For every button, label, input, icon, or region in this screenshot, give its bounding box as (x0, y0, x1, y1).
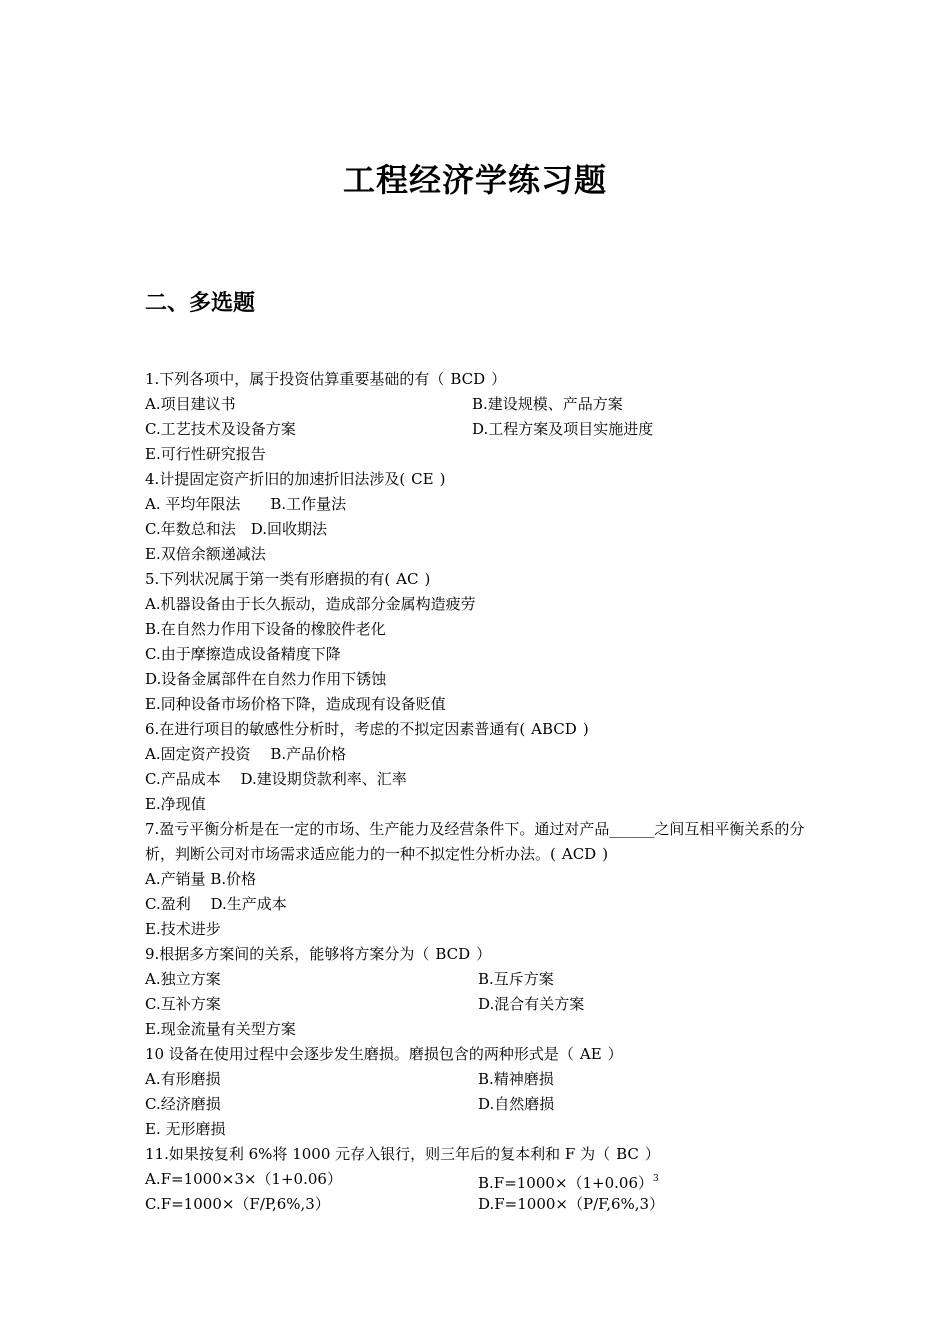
option-row-ab: A.固定资产投资 B.产品价格 (145, 745, 347, 763)
question-4-stem: 4.计提固定资产折旧的加速折旧法涉及( CE ) (145, 467, 815, 492)
option-e: E.同种设备市场价格下降，造成现有设备贬值 (145, 695, 446, 713)
option-row (145, 392, 815, 417)
exponent: 3 (653, 1174, 659, 1184)
option-a: A.项目建议书 (145, 395, 236, 413)
option-row (145, 417, 815, 442)
section-heading: 二、多选题 (145, 290, 256, 316)
question-1-stem: 1.下列各项中，属于投资估算重要基础的有（ BCD ） (145, 367, 815, 392)
option-e: E.双倍余额递减法 (145, 545, 266, 563)
option-e: E.净现值 (145, 795, 206, 813)
option-row (145, 1067, 815, 1092)
option-d: D.自然磨损 (478, 1095, 555, 1113)
answer: ABCD (531, 720, 577, 738)
question-9-stem: 9.根据多方案间的关系，能够将方案分为（ BCD ） (145, 942, 815, 967)
option-b: B.在自然力作用下设备的橡胶件老化 (145, 620, 386, 638)
question-5-stem: 5.下列状况属于第一类有形磨损的有( AC ) (145, 567, 815, 592)
option-row-cd: C.产品成本 D.建设期贷款利率、汇率 (145, 770, 407, 788)
option-b: B.精神磨损 (478, 1070, 554, 1088)
option-b: B.互斥方案 (478, 970, 554, 988)
option-d: D.混合有关方案 (478, 995, 585, 1013)
option-e: E. 无形磨损 (145, 1120, 226, 1138)
answer: AE (579, 1045, 602, 1063)
option-row (145, 967, 815, 992)
question-7-stem: 7.盈亏平衡分析是在一定的市场、生产能力及经营条件下。通过对产品______之间互相平衡关系的分析，判断公司对市场需求适应能力的一种不拟定性分析办法。( ACD ) (145, 817, 815, 867)
option-e: E.现金流量有关型方案 (145, 1020, 296, 1038)
option-a: A.机器设备由于长久振动，造成部分金属构造疲劳 (145, 595, 476, 613)
option-a: A.独立方案 (145, 970, 221, 988)
answer: AC (396, 570, 419, 588)
option-b: B.建设规模、产品方案 (472, 395, 623, 413)
option-d: D.设备金属部件在自然力作用下锈蚀 (145, 670, 387, 688)
option-row-ab: A. 平均年限法 B.工作量法 (145, 495, 347, 513)
answer: CE (411, 470, 434, 488)
question-11-stem: 11.如果按复利 6%将 1000 元存入银行，则三年后的复本利和 F 为（ BC ） (145, 1142, 815, 1167)
option-d: D.工程方案及项目实施进度 (472, 420, 654, 438)
option-a: A.F=1000×3×（1+0.06） (145, 1170, 342, 1188)
option-e: E.可行性研究报告 (145, 445, 266, 463)
option-e: E.技术进步 (145, 920, 221, 938)
option-c: C.互补方案 (145, 995, 221, 1013)
option-d: D.F=1000×（P/F,6%,3） (478, 1195, 665, 1213)
option-c: C.经济磨损 (145, 1095, 221, 1113)
question-6-stem: 6.在进行项目的敏感性分析时，考虑的不拟定因素普通有( ABCD ) (145, 717, 815, 742)
answer: BCD (435, 945, 471, 963)
option-c: C.工艺技术及设备方案 (145, 420, 296, 438)
option-row (145, 1092, 815, 1117)
option-a: A.有形磨损 (145, 1070, 221, 1088)
option-b: $B.F=1000\times(1+0.06)^3$ (478, 1174, 659, 1192)
option-row-ab: A.产销量 B.价格 (145, 870, 257, 888)
document-title: 工程经济学练习题 (342, 161, 607, 199)
answer: ACD (561, 845, 597, 863)
option-c: C.由于摩擦造成设备精度下降 (145, 645, 341, 663)
option-row-cd: C.年数总和法 D.回收期法 (145, 520, 327, 538)
option-row-cd: C.盈利 D.生产成本 (145, 895, 287, 913)
option-c: C.F=1000×（F/P,6%,3） (145, 1195, 330, 1213)
option-row (145, 1167, 815, 1192)
answer: BCD (450, 370, 486, 388)
question-10-stem: 10 设备在使用过程中会逐步发生磨损。磨损包含的两种形式是（ AE ） (145, 1042, 815, 1067)
answer: BC (616, 1145, 639, 1163)
option-row (145, 1192, 815, 1217)
option-row (145, 992, 815, 1017)
question-list (145, 367, 815, 1217)
